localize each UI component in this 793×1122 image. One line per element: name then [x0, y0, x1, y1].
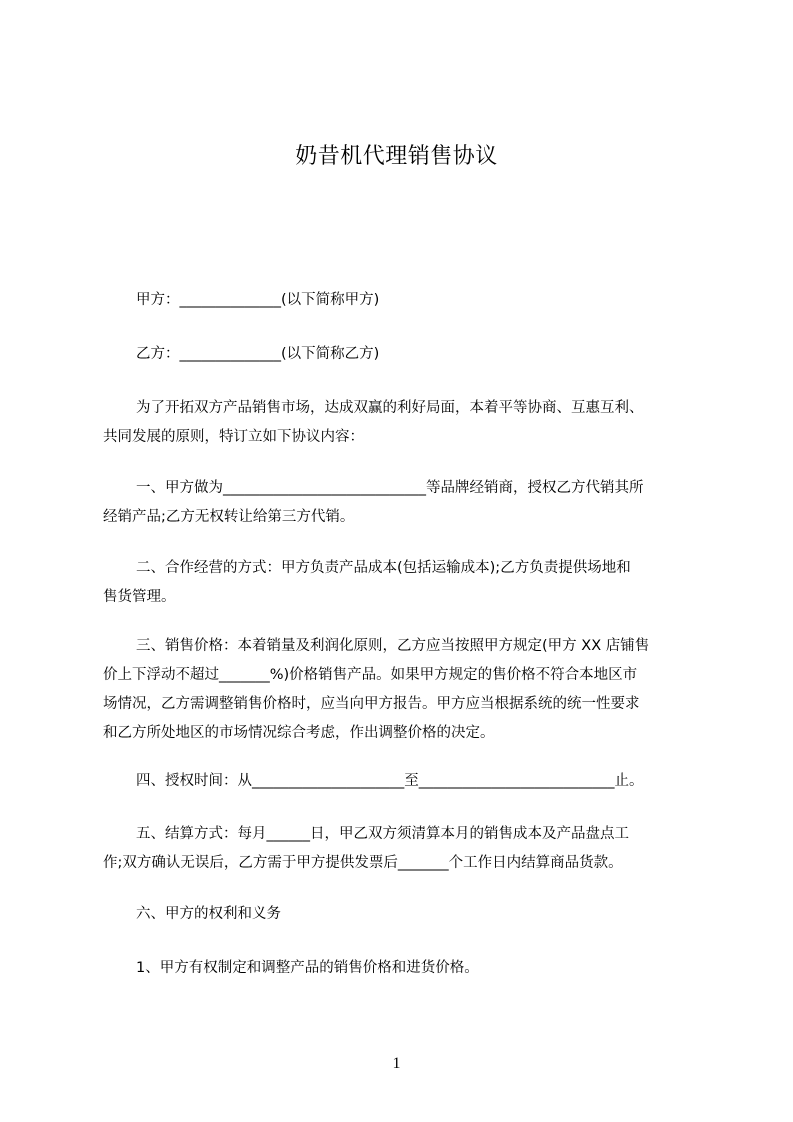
clause-6-heading	[103, 900, 700, 929]
clause-5-line-2: 作;双方确认无误后，乙方需于甲方提供发票后_______个工作日内结算商品货款。	[103, 855, 623, 871]
party-b-line	[103, 340, 700, 369]
clause-6-item-1	[103, 954, 700, 983]
clause-6-heading-text: 六、甲方的权利和义务	[136, 906, 281, 922]
clause-3-line-2: 价上下浮动不超过_______%)价格销售产品。如果甲方规定的售价格不符合本地区市	[103, 667, 638, 683]
party-a-line	[103, 286, 700, 315]
party-a-text: 甲方：______________(以下简称甲方)	[136, 292, 380, 308]
clause-6-item-1-text: 1、甲方有权制定和调整产品的销售价格和进货价格。	[136, 960, 479, 976]
clause-5-paragraph	[103, 820, 700, 878]
clause-1-paragraph	[103, 474, 700, 532]
document-title: 奶昔机代理销售协议	[295, 144, 498, 169]
clause-4-text: 四、授权时间：从_____________________至___________________________止。	[136, 773, 644, 789]
page-number: 1	[392, 1055, 401, 1072]
clause-3-line-4: 和乙方所处地区的市场情况综合考虑，作出调整价格的决定。	[103, 725, 495, 741]
clause-2-line-1: 二、合作经营的方式：甲方负责产品成本(包括运输成本);乙方负责提供场地和	[136, 560, 631, 576]
clause-1-line-2: 经销产品;乙方无权转让给第三方代销。	[103, 509, 355, 525]
clause-2-paragraph	[103, 554, 700, 612]
clause-4-paragraph	[103, 767, 700, 796]
clause-3-line-1: 三、销售价格：本着销量及利润化原则，乙方应当按照甲方规定(甲方 XX 店铺售	[136, 638, 650, 654]
clause-3-paragraph	[103, 632, 700, 748]
clause-5-line-1: 五、结算方式：每月______日，甲乙双方须清算本月的销售成本及产品盘点工	[136, 826, 629, 842]
preamble-paragraph	[103, 394, 700, 452]
party-b-text: 乙方：______________(以下简称乙方)	[136, 346, 380, 362]
clause-3-line-3: 场情况，乙方需调整销售价格时，应当向甲方报告。甲方应当根据系统的统一性要求	[103, 696, 640, 712]
preamble-line-2: 共同发展的原则，特订立如下协议内容：	[103, 429, 364, 445]
clause-1-line-1: 一、甲方做为____________________________等品牌经销商，授权乙方代销其所	[136, 480, 644, 496]
preamble-line-1: 为了开拓双方产品销售市场，达成双赢的利好局面，本着平等协商、互惠互利、	[136, 400, 644, 416]
clause-2-line-2: 售货管理。	[103, 589, 176, 605]
